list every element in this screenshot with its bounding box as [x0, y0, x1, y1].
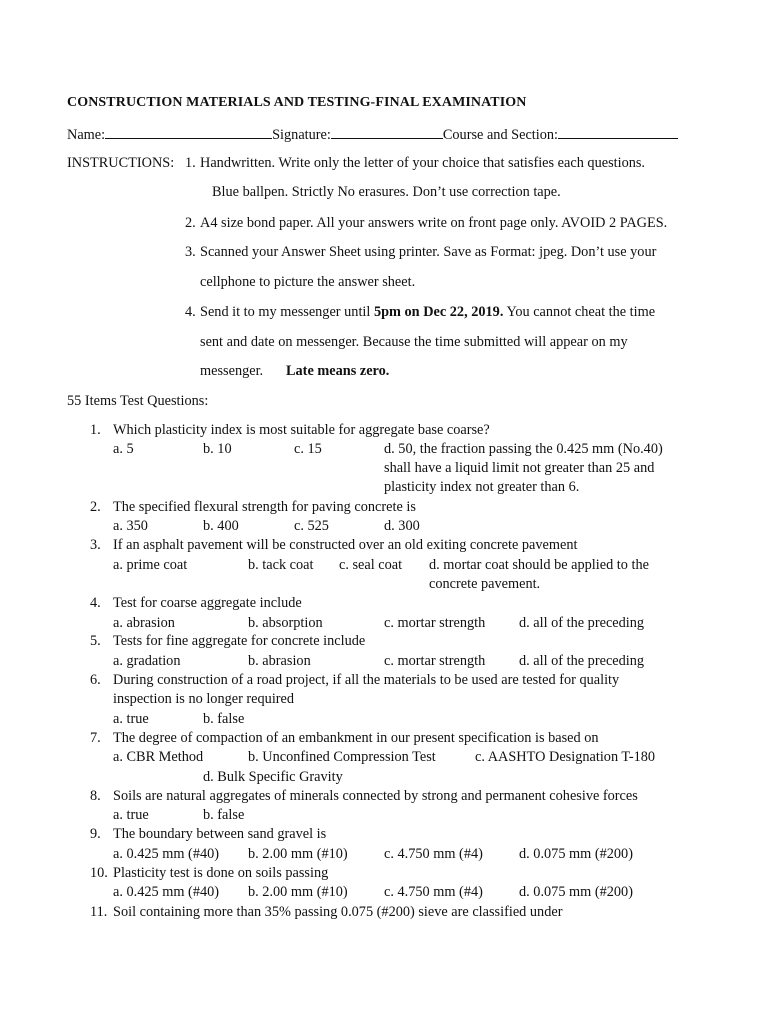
question-1-option-d-cont-1: shall have a liquid limit not greater than 25 and	[384, 460, 655, 476]
question-6-num: 6.	[90, 672, 101, 688]
instruction-4-num: 4.	[185, 304, 196, 320]
question-1-num: 1.	[90, 422, 101, 438]
question-4-option-d: d. all of the preceding	[519, 615, 645, 631]
question-6-text-cont: inspection is no longer required	[113, 691, 295, 707]
question-9-option-b: b. 2.00 mm (#10)	[248, 846, 348, 862]
question-1-text: Which plasticity index is most suitable for aggregate base coarse?	[113, 422, 490, 438]
instruction-2-num: 2.	[185, 215, 196, 231]
instruction-3-num: 3.	[185, 244, 196, 260]
question-2-text: The specified flexural strength for paving concrete is	[113, 499, 416, 515]
question-10-option-b: b. 2.00 mm (#10)	[248, 884, 348, 900]
question-2-num: 2.	[90, 499, 101, 515]
question-3-option-d: d. mortar coat should be applied to the	[429, 557, 649, 573]
instruction-4-line-3: messenger.	[200, 363, 264, 379]
question-1-option-a: a. 5	[113, 441, 134, 457]
question-3-num: 3.	[90, 537, 101, 553]
question-9-text: The boundary between sand gravel is	[113, 826, 327, 842]
question-4-num: 4.	[90, 595, 101, 611]
instruction-4-line-1	[200, 303, 655, 321]
question-3-option-c: c. seal coat	[339, 557, 403, 573]
question-8-num: 8.	[90, 788, 101, 804]
deadline-text: 5pm on Dec 22, 2019.	[373, 304, 504, 320]
question-8-option-a: a. true	[113, 807, 149, 823]
question-7-option-c: c. AASHTO Designation T-180	[475, 749, 656, 765]
question-9-num: 9.	[90, 826, 101, 842]
question-7-option-b: b. Unconfined Compression Test	[248, 749, 436, 765]
signature-blank	[331, 124, 443, 139]
instructions-label: INSTRUCTIONS:	[67, 155, 175, 171]
question-1-option-d: d. 50, the fraction passing the 0.425 mm (No.40)	[384, 441, 663, 457]
question-10-option-a: a. 0.425 mm (#40)	[113, 884, 220, 900]
question-3-option-b: b. tack coat	[248, 557, 314, 573]
test-header: 55 Items Test Questions:	[67, 393, 209, 409]
question-6-text: During construction of a road project, if all the materials to be used are tested for quality	[113, 672, 620, 688]
question-10-text: Plasticity test is done on soils passing	[113, 865, 329, 881]
exam-title: CONSTRUCTION MATERIALS AND TESTING-FINAL EXAMINATION	[67, 95, 527, 110]
question-3-text: If an asphalt pavement will be constructed over an old exiting concrete pavement	[113, 537, 578, 553]
instruction-1-num: 1.	[185, 155, 196, 171]
question-9-option-a: a. 0.425 mm (#40)	[113, 846, 220, 862]
question-11-text: Soil containing more than 35% passing 0.075 (#200) sieve are classified under	[113, 904, 563, 920]
question-1-option-b: b. 10	[203, 441, 232, 457]
question-9-option-d: d. 0.075 mm (#200)	[519, 846, 633, 862]
question-2-option-a: a. 350	[113, 518, 148, 534]
instruction-2-line-1: A4 size bond paper. All your answers write on front page only. AVOID 2 PAGES.	[200, 215, 668, 231]
question-9-option-c: c. 4.750 mm (#4)	[384, 846, 483, 862]
question-4-option-a: a. abrasion	[113, 615, 175, 631]
instruction-3-line-1: Scanned your Answer Sheet using printer. Save as Format: jpeg. Don’t use your	[200, 244, 657, 260]
question-10-option-c: c. 4.750 mm (#4)	[384, 884, 483, 900]
question-3-option-a: a. prime coat	[113, 557, 188, 573]
instruction-1-line-1: Handwritten. Write only the letter of your choice that satisfies each questions.	[200, 155, 646, 171]
question-5-option-c: c. mortar strength	[384, 653, 486, 669]
instruction-1-line-2: Blue ballpen. Strictly No erasures. Don’t use correction tape.	[212, 184, 561, 200]
question-1-option-c: c. 15	[294, 441, 322, 457]
name-label: Name:	[67, 127, 106, 143]
question-8-option-b: b. false	[203, 807, 245, 823]
question-1-option-d-cont-2: plasticity index not greater than 6.	[384, 479, 580, 495]
question-10-option-d: d. 0.075 mm (#200)	[519, 884, 633, 900]
instruction-4-post: You cannot cheat the time	[503, 304, 656, 320]
question-8-text: Soils are natural aggregates of minerals connected by strong and permanent cohesive forces	[113, 788, 638, 804]
question-5-option-d: d. all of the preceding	[519, 653, 645, 669]
question-5-option-b: b. abrasion	[248, 653, 311, 669]
instruction-4-pre: Send it to my messenger until	[200, 304, 374, 320]
question-3-option-d-cont: concrete pavement.	[429, 576, 541, 592]
question-6-option-b: b. false	[203, 711, 245, 727]
question-2-option-c: c. 525	[294, 518, 329, 534]
late-means-zero: Late means zero.	[286, 363, 390, 379]
question-5-text: Tests for fine aggregate for concrete include	[113, 633, 366, 649]
question-11-num: 11.	[90, 904, 108, 920]
info-fields-row	[67, 124, 678, 144]
question-4-option-c: c. mortar strength	[384, 615, 486, 631]
instruction-4-line-2: sent and date on messenger. Because the time submitted will appear on my	[200, 334, 628, 350]
course-section-label: Course and Section:	[442, 127, 559, 143]
instruction-3-line-2: cellphone to picture the answer sheet.	[200, 274, 416, 290]
course-section-blank	[558, 124, 678, 139]
question-5-num: 5.	[90, 633, 101, 649]
question-7-option-d: d. Bulk Specific Gravity	[203, 769, 343, 785]
question-4-option-b: b. absorption	[248, 615, 323, 631]
question-7-num: 7.	[90, 730, 101, 746]
question-2-option-d: d. 300	[384, 518, 420, 534]
question-7-text: The degree of compaction of an embankment in our present specification is based on	[113, 730, 599, 746]
question-4-text: Test for coarse aggregate include	[113, 595, 302, 611]
name-blank	[105, 124, 272, 139]
question-7-option-a: a. CBR Method	[113, 749, 204, 765]
question-6-option-a: a. true	[113, 711, 149, 727]
question-5-option-a: a. gradation	[113, 653, 181, 669]
question-10-num: 10.	[90, 865, 108, 881]
question-2-option-b: b. 400	[203, 518, 239, 534]
signature-label: Signature:	[272, 127, 331, 143]
